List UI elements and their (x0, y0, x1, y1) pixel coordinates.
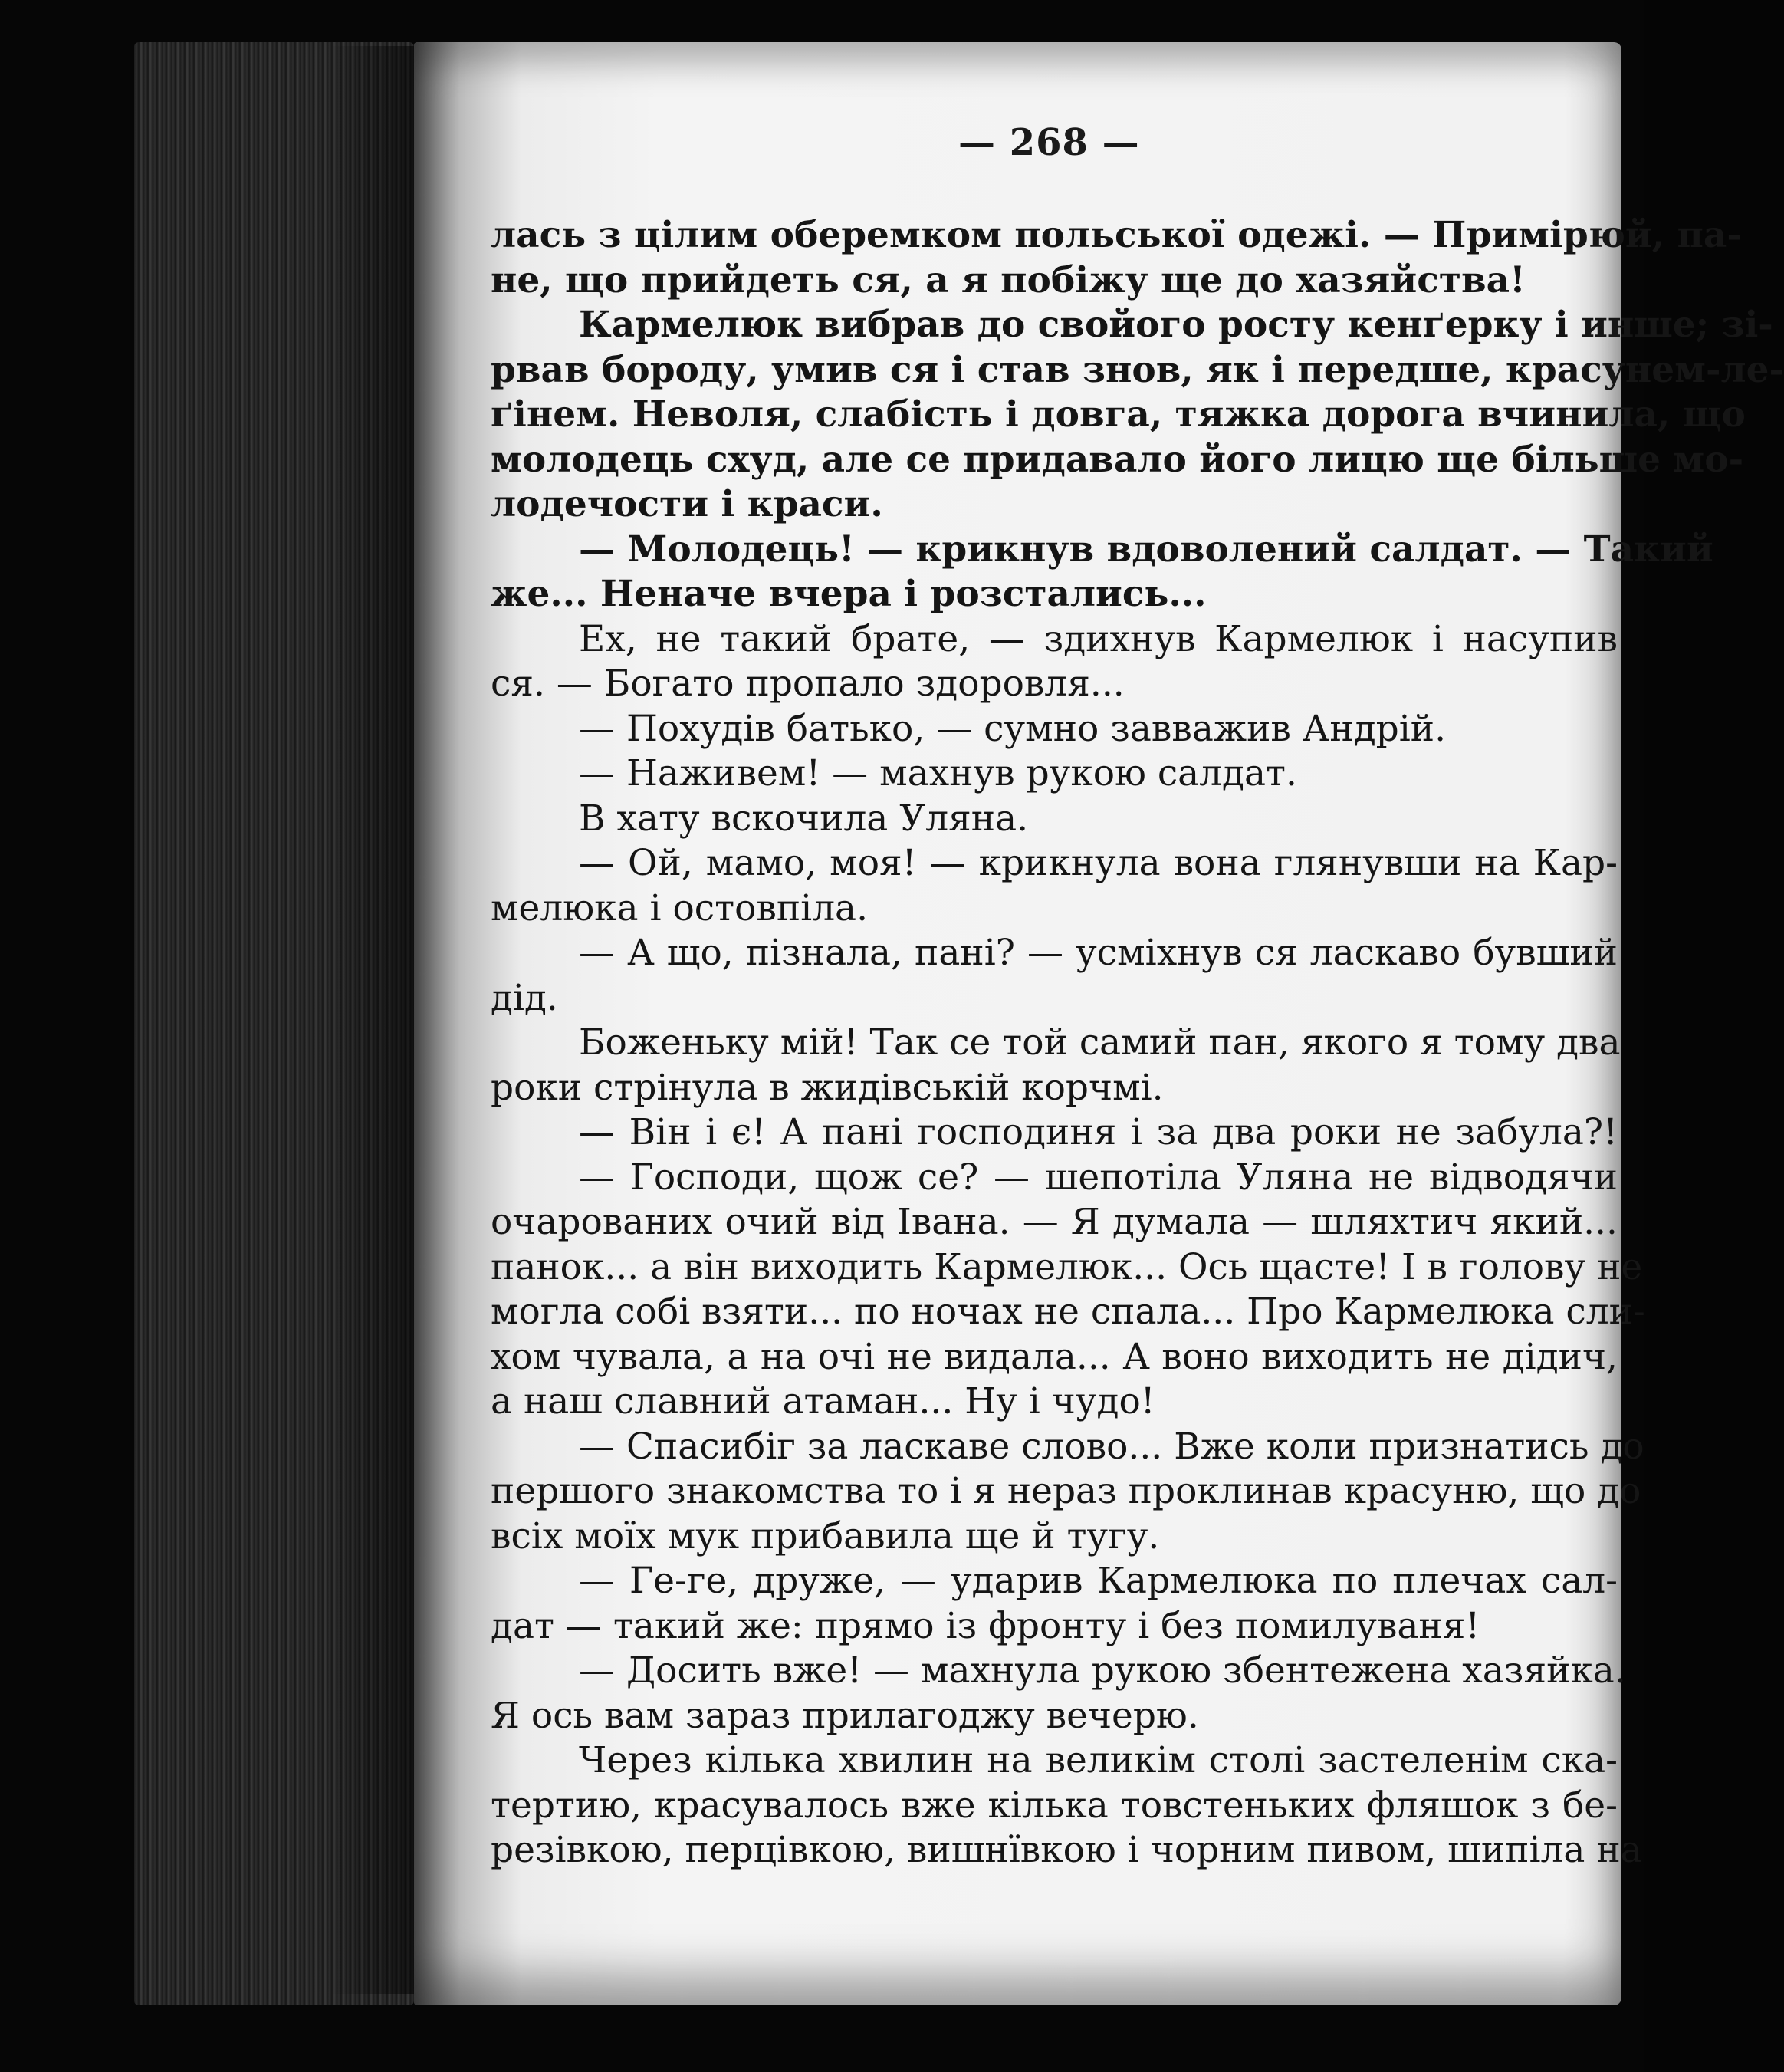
text-line: першого знакомства то і я нераз проклинав красуню, що до (491, 1470, 1641, 1512)
text-line: — Ге-ге, друже, — ударив Кармелюка по плечах сал- (579, 1560, 1618, 1602)
text-line: очарованих очий від Івана. — Я думала — шляхтич який... (491, 1201, 1618, 1243)
text-line: — Спасибіг за ласкаве слово... Вже коли признатись до (579, 1425, 1644, 1468)
text-line: Я ось вам зараз прилагоджу вечерю. (491, 1694, 1199, 1737)
text-line: лодечости і краси. (491, 483, 883, 525)
text-line: тертию, красувалось вже кілька товстеньких фляшок з бе- (491, 1784, 1618, 1827)
text-line: молодець схуд, але се придавало його лицю ще більше мо- (491, 438, 1744, 481)
text-line: ґінем. Неволя, слабість і довга, тяжка дорога вчинила, що (491, 393, 1746, 436)
text-line: Через кілька хвилин на великім столі застеленім ска- (579, 1739, 1618, 1781)
text-line: — Він і є! А пані господиня і за два роки не забула?! (579, 1111, 1618, 1153)
text-line: лась з цілим оберемком польської одежі. — Примірюй, па- (491, 214, 1742, 256)
text-line: рвав бороду, умив ся і став знов, як і передше, красунем-ле- (491, 348, 1784, 391)
text-line: В хату вскочила Уляна. (579, 797, 1029, 840)
text-line: хом чувала, а на очі не видала... А воно виходить не дідич, (491, 1335, 1618, 1378)
text-line: дат — такий же: прямо із фронту і без помилуваня! (491, 1604, 1480, 1647)
page-text (491, 213, 1784, 1873)
text-line: — А що, пізнала, пані? — усміхнув ся ласкаво бувший (579, 932, 1618, 974)
text-line: мелюка і остовпіла. (491, 886, 869, 929)
text-line: — Молодець! — крикнув вдоволений салдат. — Такий (579, 528, 1713, 571)
text-line: Ех, не такий брате, — здихнув Кармелюк і насупив (579, 617, 1618, 660)
text-line: резівкою, перцівкою, вишнївкою і чорним пивом, шипіла на (491, 1829, 1642, 1871)
page-number: — 268 — (958, 121, 1140, 164)
text-line: же... Неначе вчера і розстались... (491, 573, 1207, 615)
book-edge-shadow (330, 46, 414, 1994)
text-line: Кармелюк вибрав до свойого росту кенґерку і инше; зі- (579, 304, 1773, 346)
text-line: — Досить вже! — махнула рукою збентежена хазяйка. (579, 1649, 1626, 1692)
text-line: могла собі взяти... по ночах не спала... Про Кармелюка сли- (491, 1291, 1645, 1333)
text-line: не, що прийдеть ся, а я побіжу ще до хазяйства! (491, 258, 1526, 301)
text-line: — Ой, мамо, моя! — крикнула вона глянувши на Кар- (579, 842, 1618, 884)
text-line: панок... а він виходить Кармелюк... Ось щасте! І в голову не (491, 1245, 1643, 1288)
text-line: всіх моїх мук прибавила ще й тугу. (491, 1515, 1160, 1557)
text-line: — Господи, щож се? — шепотіла Уляна не відводячи (579, 1156, 1618, 1199)
text-line: а наш славний атаман... Ну і чудо! (491, 1380, 1155, 1422)
text-line: роки стрінула в жидівській корчмі. (491, 1066, 1164, 1109)
text-line: — Похудів батько, — сумно завважив Андрій. (579, 707, 1447, 750)
text-line: дід. (491, 976, 558, 1019)
text-line: ся. — Богато пропало здоровля... (491, 663, 1125, 705)
text-line: Боженьку мій! Так се той самий пан, якого я тому два (579, 1021, 1621, 1064)
text-line: — Наживем! — махнув рукою салдат. (579, 752, 1297, 794)
